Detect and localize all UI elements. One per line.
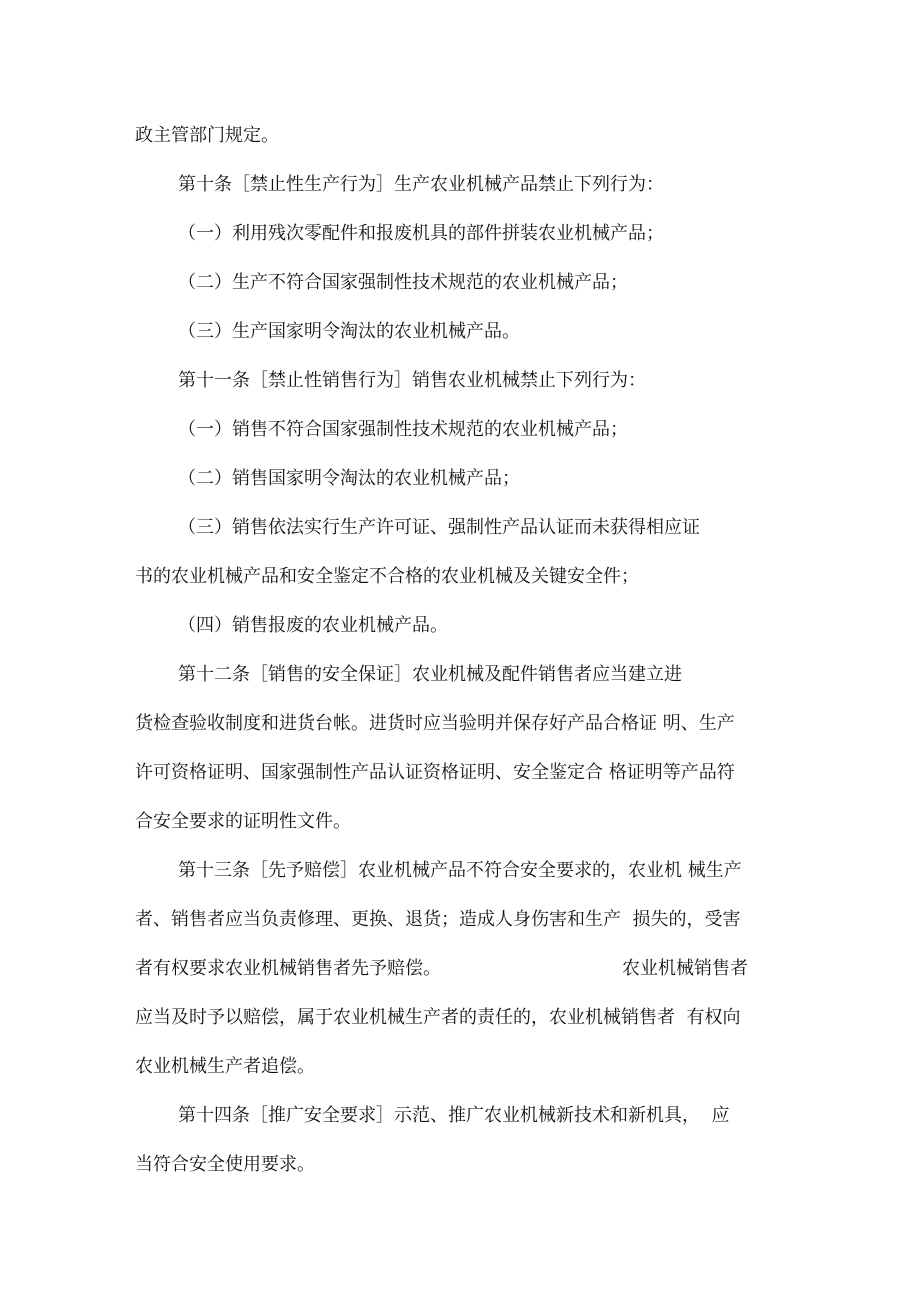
article-heading: 第十二条［销售的安全保证］农业机械及配件销售者应当建立进 (178, 664, 682, 685)
text-line: 货检查验收制度和进货台帐。进货时应当验明并保存好产品合格证 明、生产 (135, 713, 735, 734)
text-line: 应当及时予以赔偿，属于农业机械生产者的责任的，农业机械销售者 有权向 (135, 1007, 741, 1028)
text-line: 农业机械生产者追偿。 (135, 1056, 315, 1077)
article-heading: 第十四条［推广安全要求］示范、推广农业机械新技术和新机具， 应 (178, 1105, 730, 1126)
list-item: （一）利用残次零配件和报废机具的部件拼装农业机械产品； (178, 223, 664, 244)
article-heading: 第十三条［先予赔偿］农业机械产品不符合安全要求的，农业机 械生产 (178, 860, 742, 881)
text-fragment: 农业机械销售者 (622, 958, 748, 979)
list-item: （四）销售报废的农业机械产品。 (178, 615, 448, 636)
list-item: （二）销售国家明令淘汰的农业机械产品； (178, 468, 520, 489)
text-line: 许可资格证明、国家强制性产品认证资格证明、安全鉴定合 格证明等产品符 (135, 762, 735, 783)
text-line: 者、销售者应当负责修理、更换、退货；造成人身伤害和生产 损失的，受害 (135, 909, 741, 930)
article-heading: 第十一条［禁止性销售行为］销售农业机械禁止下列行为： (178, 370, 646, 391)
list-item: （一）销售不符合国家强制性技术规范的农业机械产品； (178, 419, 628, 440)
list-item: （三）销售依法实行生产许可证、强制性产品认证而未获得相应证 (178, 517, 700, 538)
text-line: 当符合安全使用要求。 (135, 1154, 315, 1175)
text-line: 合安全要求的证明性文件。 (135, 811, 351, 832)
article-heading: 第十条［禁止性生产行为］生产农业机械产品禁止下列行为： (178, 174, 664, 195)
list-item: （三）生产国家明令淘汰的农业机械产品。 (178, 321, 520, 342)
text-line: 政主管部门规定。 (135, 125, 279, 146)
list-item: （二）生产不符合国家强制性技术规范的农业机械产品； (178, 272, 628, 293)
text-line: 者有权要求农业机械销售者先予赔偿。 (135, 958, 441, 979)
text-line: 书的农业机械产品和安全鉴定不合格的农业机械及关键安全件； (135, 566, 639, 587)
